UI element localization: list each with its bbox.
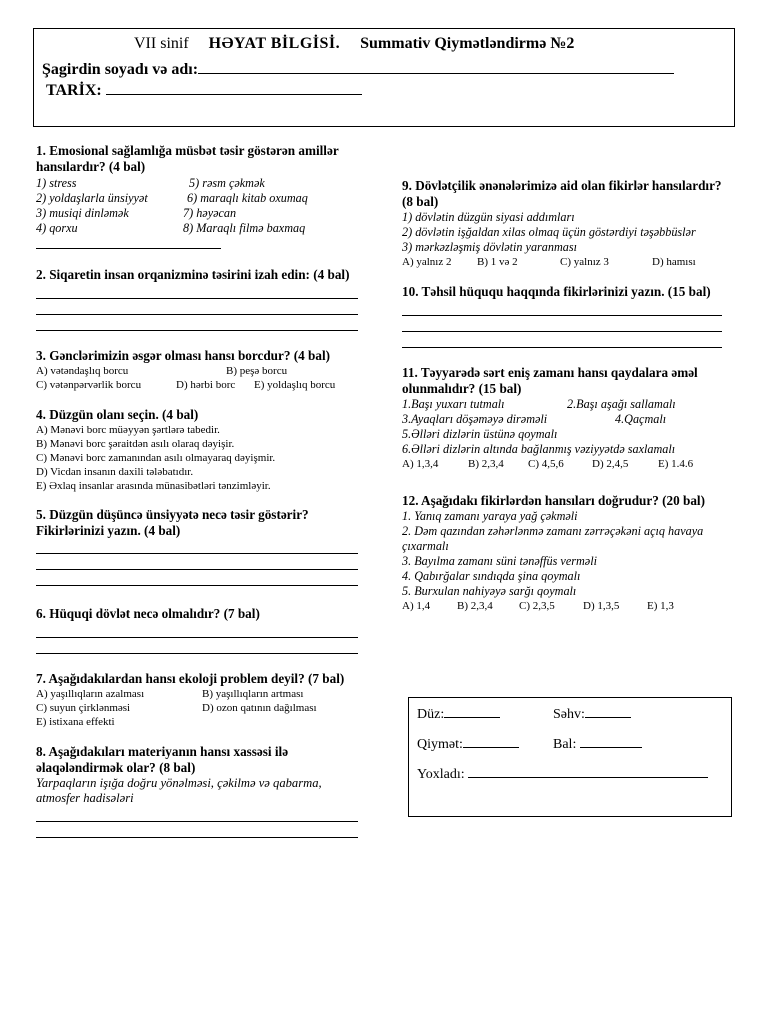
question-3-options-row-1 xyxy=(36,364,358,378)
question-7 xyxy=(36,671,358,729)
date-field[interactable] xyxy=(106,80,362,95)
option-b[interactable]: B) 1 və 2 xyxy=(477,256,518,268)
answer-line[interactable] xyxy=(36,822,358,838)
option-d[interactable]: D) hərbi borc xyxy=(176,379,236,391)
question-4 xyxy=(36,407,358,493)
question-12-title: 12. Aşağıdakı fikirlərdən hansıları doğrudur? (20 bal) xyxy=(402,493,705,508)
question-6 xyxy=(36,606,358,654)
student-name-line xyxy=(42,59,674,79)
checked-by-label: Yoxladı: xyxy=(417,767,465,782)
answer-line[interactable] xyxy=(36,538,358,554)
answer-line[interactable] xyxy=(36,570,358,586)
student-name-label: Şagirdin soyadı və adı: xyxy=(42,61,199,78)
list-item: 3) mərkəzləşmiş dövlətin yaranması xyxy=(402,240,577,254)
question-3-title: 3. Gənclərimizin əsgər olması hansı borcdur? (4 bal) xyxy=(36,348,331,363)
option-c[interactable]: C) Mənəvi borc zamanından asılı olmayaraq dəyişmir. xyxy=(36,452,276,464)
question-4-title: 4. Düzgün olanı seçin. (4 bal) xyxy=(36,407,199,422)
option-a[interactable]: A) yaşıllıqların azalması xyxy=(36,688,145,700)
option-d[interactable]: D) ozon qatının dağılması xyxy=(202,702,317,714)
list-item: 1) stress 5) rəsm çəkmək xyxy=(36,176,265,190)
option-c[interactable]: C) yalnız 3 xyxy=(560,256,609,268)
option-d[interactable]: D) Vicdan insanın daxili tələbatıdır. xyxy=(36,466,194,478)
question-8 xyxy=(36,744,358,838)
option-a[interactable]: A) 1,3,4 xyxy=(402,458,439,470)
question-7-title: 7. Aşağıdakılardan hansı ekoloji problem deyil? (7 bal) xyxy=(36,671,345,686)
answer-line[interactable] xyxy=(36,299,358,315)
option-d[interactable]: D) 2,4,5 xyxy=(592,458,629,470)
question-3 xyxy=(36,348,358,392)
correct-label: Düz: xyxy=(417,707,445,722)
grade-row xyxy=(417,734,519,753)
list-item: 1. Yanıq zamanı yaraya yağ çəkməli xyxy=(402,509,578,523)
right-column xyxy=(402,178,722,613)
question-1 xyxy=(36,143,358,249)
wrong-label: Səhv: xyxy=(553,707,585,722)
list-item: 1.Başı yuxarı tutmalı 2.Başı aşağı sallamalı xyxy=(402,397,676,411)
list-item: 2. Dəm qazından zəhərlənmə zamanı zərrəçəkəni açıq havaya çıxarmalı xyxy=(402,524,704,553)
question-3-options-row-2 xyxy=(36,378,358,392)
answer-line[interactable] xyxy=(36,806,358,822)
question-2-title: 2. Siqaretin insan orqanizminə təsirini izah edin: (4 bal) xyxy=(36,267,350,282)
option-c[interactable]: C) 4,5,6 xyxy=(528,458,564,470)
answer-line[interactable] xyxy=(36,315,358,331)
checked-by-row xyxy=(417,764,708,783)
option-d[interactable]: D) hamısı xyxy=(652,256,696,268)
header-title-line xyxy=(134,35,574,53)
option-e[interactable]: E) 1,3 xyxy=(647,600,674,612)
list-item: 2) yoldaşlarla ünsiyyət 6) maraqlı kitab oxumaq xyxy=(36,191,308,205)
points-row xyxy=(553,734,642,753)
option-c[interactable]: C) suyun çirklənməsi xyxy=(36,702,131,714)
option-c[interactable]: C) vətənpərvərlik borcu xyxy=(36,379,142,391)
question-12 xyxy=(402,493,722,613)
question-10-title: 10. Təhsil hüququ haqqında fikirlərinizi yazın. (15 bal) xyxy=(402,284,711,299)
correct-field[interactable] xyxy=(444,704,500,718)
points-field[interactable] xyxy=(580,734,642,748)
question-5-title: 5. Düzgün düşüncə ünsiyyətə necə təsir göstərir? Fikirlərinizi yazın. (4 bal) xyxy=(36,507,309,538)
option-e[interactable]: E) istixana effekti xyxy=(36,716,115,728)
header-box xyxy=(33,28,735,127)
wrong-count-row xyxy=(553,704,631,723)
list-item: 2) dövlətin işğaldan xilas olmaq üçün göstərdiyi təşəbbüslər xyxy=(402,225,696,239)
question-8-text: Yarpaqların işığa doğru yönəlməsi, çəkilmə və qabarma, atmosfer hadisələri xyxy=(36,776,322,805)
option-a[interactable]: A) yalnız 2 xyxy=(402,256,452,268)
left-column xyxy=(36,143,358,838)
list-item: 6.Əlləri dizlərin altında bağlanmış vəziyyətdə saxlamalı xyxy=(402,442,676,456)
assessment-title: Summativ Qiymətləndirmə №2 xyxy=(360,35,575,52)
list-item xyxy=(36,687,358,701)
option-a[interactable]: A) vətəndaşlıq borcu xyxy=(36,365,129,377)
answer-line[interactable] xyxy=(402,332,722,348)
list-item: 5.Əlləri dizlərin üstünə qoymalı xyxy=(402,427,558,441)
list-item: 1) dövlətin düzgün siyasi addımları xyxy=(402,210,575,224)
question-10 xyxy=(402,284,722,348)
option-e[interactable]: E) Əxlaq insanlar arasında münasibətləri tənzimləyir. xyxy=(36,480,271,492)
answer-line[interactable] xyxy=(402,300,722,316)
list-item: 3.Ayaqları döşəməyə dirəməli 4.Qaçmalı xyxy=(402,412,667,426)
option-b[interactable]: B) 2,3,4 xyxy=(457,600,493,612)
option-b[interactable]: B) peşə borcu xyxy=(226,365,288,377)
points-label: Bal: xyxy=(553,737,577,752)
question-9-answers xyxy=(402,255,722,269)
answer-line[interactable] xyxy=(36,234,221,249)
date-label: TARİX: xyxy=(46,82,102,99)
question-9-title: 9. Dövlətçilik ənənələrimizə aid olan fikirlər hansılardır? (8 bal) xyxy=(402,178,722,209)
wrong-field[interactable] xyxy=(585,704,631,718)
correct-count-row xyxy=(417,704,500,723)
option-d[interactable]: D) 1,3,5 xyxy=(583,600,620,612)
option-a[interactable]: A) Mənəvi borc müəyyən şərtlərə tabedir. xyxy=(36,424,220,436)
answer-line[interactable] xyxy=(36,622,358,638)
answer-line[interactable] xyxy=(36,638,358,654)
checked-by-field[interactable] xyxy=(468,764,708,778)
question-1-title: 1. Emosional sağlamlığa müsbət təsir göstərən amillər hansılardır? (4 bal) xyxy=(36,143,339,174)
list-item: 5. Burxulan nahiyəyə sarğı qoymalı xyxy=(402,584,577,598)
option-b[interactable]: B) yaşıllıqların artması xyxy=(202,688,304,700)
answer-line[interactable] xyxy=(402,316,722,332)
student-name-field[interactable] xyxy=(198,59,674,74)
question-6-title: 6. Hüquqi dövlət necə olmalıdır? (7 bal) xyxy=(36,606,260,621)
list-item: 4) qorxu 8) Maraqlı filmə baxmaq xyxy=(36,221,306,235)
option-e[interactable]: E) 1.4.6 xyxy=(658,458,694,470)
option-b[interactable]: B) 2,3,4 xyxy=(468,458,504,470)
option-e[interactable]: E) yoldaşlıq borcu xyxy=(254,379,336,391)
option-a[interactable]: A) 1,4 xyxy=(402,600,431,612)
list-item xyxy=(36,701,358,715)
question-8-title: 8. Aşağıdakıları materiyanın hansı xassəsi ilə əlaqələndirmək olar? (8 bal) xyxy=(36,744,289,775)
question-2 xyxy=(36,267,358,331)
answer-line[interactable] xyxy=(36,554,358,570)
grade-label: VII sinif xyxy=(134,35,189,52)
option-c[interactable]: C) 2,3,5 xyxy=(519,600,555,612)
list-item: 3. Bayılma zamanı süni tənəffüs verməli xyxy=(402,554,597,568)
option-b[interactable]: B) Mənəvi borc şəraitdən asılı olaraq dəyişir. xyxy=(36,438,235,450)
question-11 xyxy=(402,365,722,471)
question-9 xyxy=(402,178,722,269)
list-item: 4. Qabırğalar sındıqda şina qoymalı xyxy=(402,569,581,583)
list-item: 3) musiqi dinləmək 7) həyəcan xyxy=(36,206,237,220)
question-11-title: 11. Təyyarədə sərt eniş zamanı hansı qaydalara əməl olunmalıdır? (15 bal) xyxy=(402,365,698,396)
grade-label: Qiymət: xyxy=(417,737,463,752)
answer-line[interactable] xyxy=(36,283,358,299)
score-box xyxy=(408,697,732,817)
grade-field[interactable] xyxy=(463,734,519,748)
question-12-answers xyxy=(402,599,722,613)
date-line xyxy=(46,80,362,100)
question-5 xyxy=(36,507,358,586)
subject-title: HƏYAT BİLGİSİ. xyxy=(208,35,341,52)
question-11-answers xyxy=(402,457,722,471)
